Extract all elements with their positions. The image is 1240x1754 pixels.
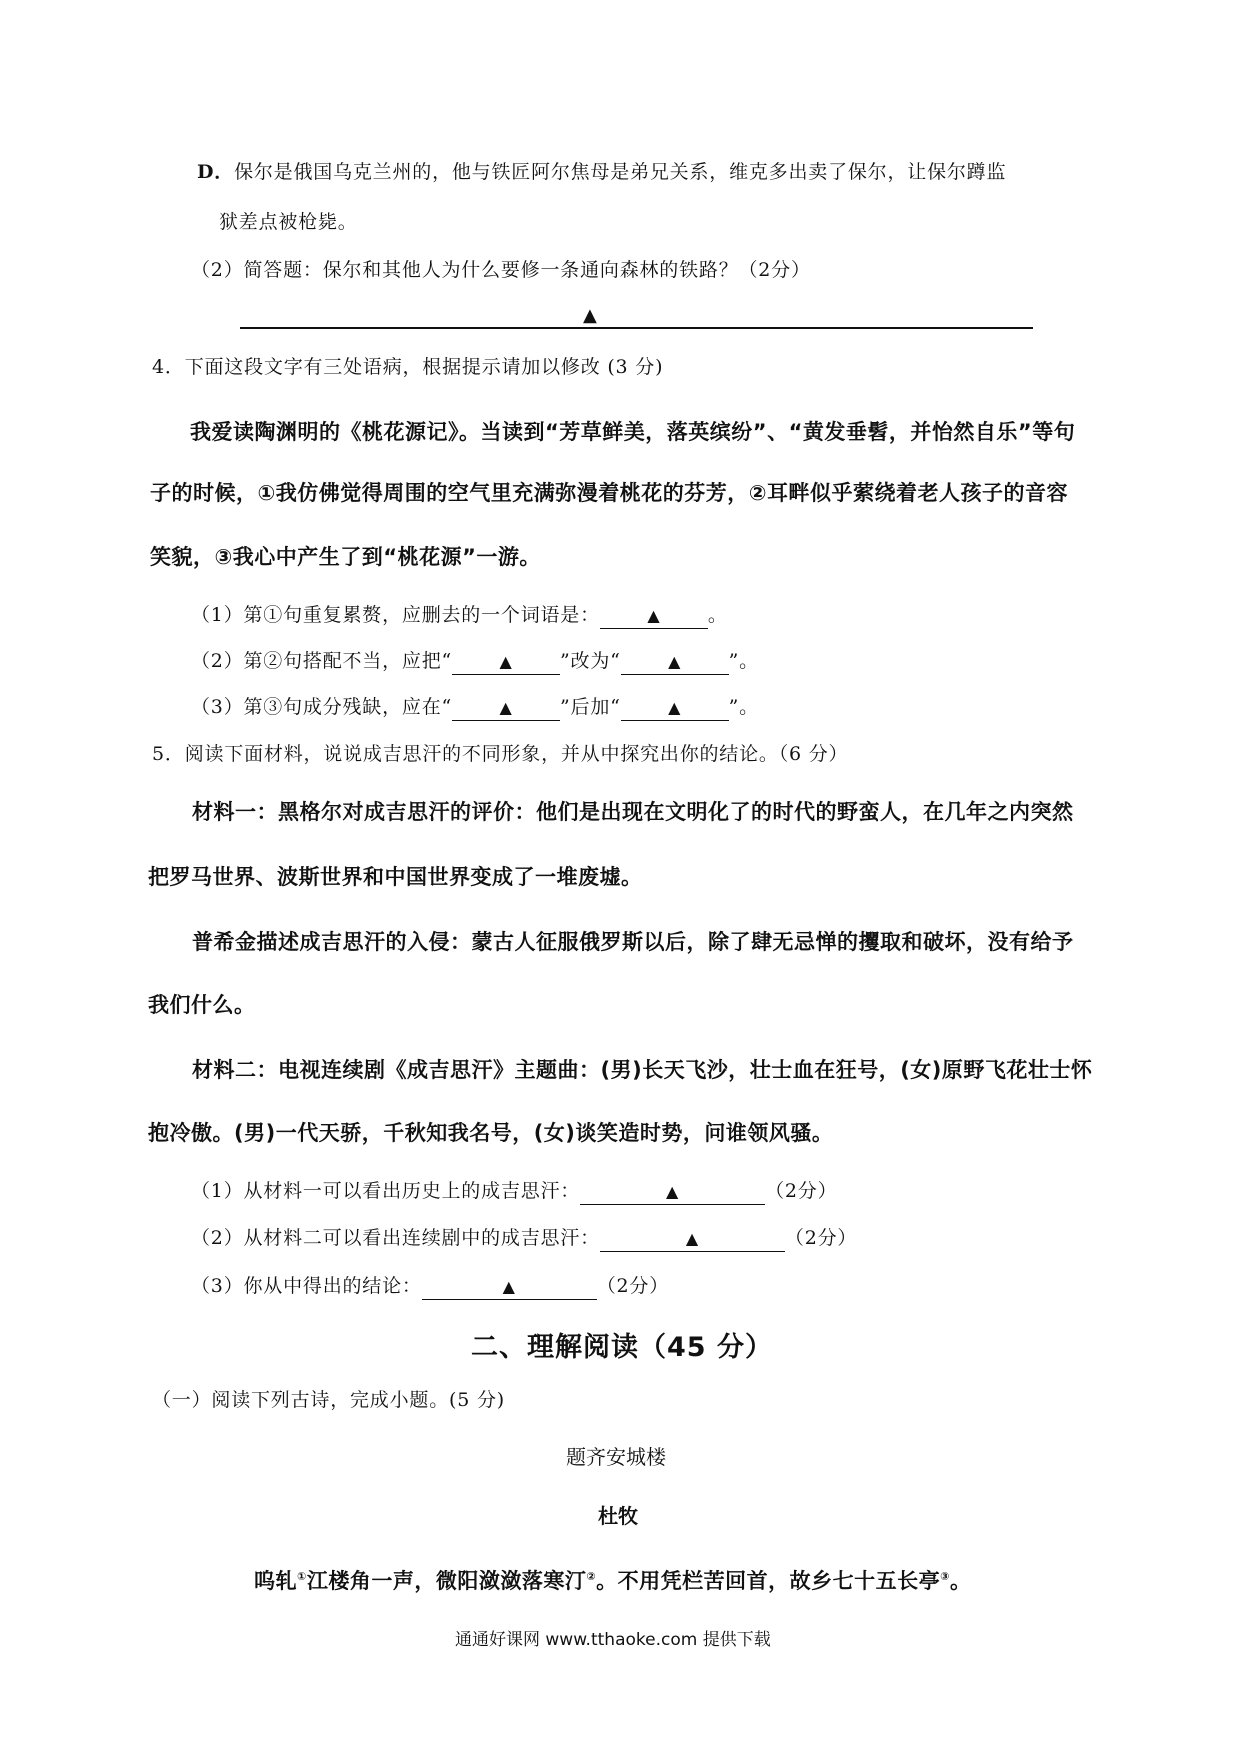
q4-sub3-mid: ”后加“ [560,696,621,718]
q5-material1-line4: 我们什么。 [148,993,256,1017]
q5-sub2-text: （2）从材料二可以看出连续剧中的成吉思汗： [191,1227,600,1249]
q4-sub2-blank2: ▲ [621,650,729,675]
q4-sub2-mid: ”改为“ [560,650,621,672]
q4-sub1-text: （1）第①句重复累赘，应删去的一个词语是： [191,604,600,626]
q4-sub1-end: 。 [707,604,728,626]
q5-material1-label: 材料一： [192,800,278,824]
q5-sub1-blank: ▲ [580,1180,765,1205]
poem-part-c: 。不用凭栏苦回首，故乡七十五长亭 [596,1569,941,1593]
q4-sub2-text: （2）第②句搭配不当，应把“ [191,650,453,672]
q5-material2-line2: 抱冷傲。(男)一代天骄，千秋知我名号，(女)谈笑造时势，问谁领风骚。 [148,1121,834,1145]
q4-passage-line2: 子的时候，①我仿佛觉得周围的空气里充满弥漫着桃花的芬芳，②耳畔似乎萦绕着老人孩子的音容 [150,481,1069,505]
q5-sub2-score: （2分） [784,1227,858,1249]
q4-sub2-blank1: ▲ [452,650,560,675]
q5-material2-text: 电视连续剧《成吉思汗》主题曲：(男)长天飞沙，壮士血在狂号，(女)原野飞花壮士怀 [278,1058,1093,1082]
option-d-line1 [197,157,1006,187]
poem-author: 杜牧 [598,1504,638,1528]
section2-heading: 二、理解阅读（45 分） [471,1332,773,1363]
footnote-3: ③ [940,1570,950,1583]
option-d-line2: 狱差点被枪毙。 [219,211,358,233]
q5-sub3 [191,1271,669,1301]
q5-material2-line1 [192,1055,1092,1085]
q4-sub2-end: ”。 [728,650,759,672]
q4-sub2 [191,646,759,676]
q5-prompt: 5．阅读下面材料，说说成吉思汗的不同形象，并从中探究出你的结论。（6 分） [152,743,849,765]
poem-text [254,1562,971,1596]
q5-sub1 [191,1176,837,1206]
poem-part-b: 江楼角一声，微阳潋潋落寒汀 [306,1569,587,1593]
q4-sub3-blank2: ▲ [621,696,729,721]
q5-sub3-blank: ▲ [422,1275,597,1300]
q4-prompt: 4．下面这段文字有三处语病，根据提示请加以修改 (3 分) [152,356,664,378]
q4-sub3-text: （3）第③句成分残缺，应在“ [191,696,453,718]
q5-sub1-score: （2分） [765,1180,838,1202]
q5-sub2-blank: ▲ [600,1227,785,1252]
q5-material1-text: 黑格尔对成吉思汗的评价：他们是出现在文明化了的时代的野蛮人，在几年之内突然 [278,800,1074,824]
poem-part-d: 。 [949,1569,972,1593]
q5-material1-line1 [192,797,1074,827]
q4-sub3-end: ”。 [728,696,759,718]
q5-material2-label: 材料二： [192,1058,278,1082]
q4-passage-line1: 我爱读陶渊明的《桃花源记》。当读到“芳草鲜美，落英缤纷”、“黄发垂髫，并怡然自乐”等句 [190,420,1076,444]
q4-sub3-blank1: ▲ [452,696,560,721]
footnote-1: ① [297,1570,307,1583]
answer-line [240,327,1033,329]
q5-sub2 [191,1223,857,1253]
option-d-label: D． [197,161,235,183]
q4-sub1 [191,600,728,630]
q5-sub3-score: （2分） [596,1275,669,1297]
q4-sub1-blank: ▲ [600,604,708,629]
answer-mark: ▲ [583,305,597,326]
poem-part-a: 呜轧 [254,1569,297,1593]
poem-title: 题齐安城楼 [566,1445,666,1469]
q3-2-prompt: （2）简答题：保尔和其他人为什么要修一条通向森林的铁路？（2分） [191,259,811,281]
q4-passage-line3: 笑貌，③我心中产生了到“桃花源”一游。 [150,545,541,569]
section2-part1: （一）阅读下列古诗，完成小题。(5 分) [152,1389,505,1411]
q5-sub1-text: （1）从材料一可以看出历史上的成吉思汗： [191,1180,581,1202]
q5-sub3-text: （3）你从中得出的结论： [191,1275,422,1297]
q5-material1-line2: 把罗马世界、波斯世界和中国世界变成了一堆废墟。 [148,865,643,889]
q5-material1-line3: 普希金描述成吉思汗的入侵：蒙古人征服俄罗斯以后，除了肆无忌惮的攫取和破坏，没有给予 [192,930,1074,954]
option-d-text: 保尔是俄国乌克兰州的，他与铁匠阿尔焦母是弟兄关系，维克多出卖了保尔，让保尔蹲监 [234,161,1007,183]
footnote-2: ② [586,1570,597,1583]
q4-sub3 [191,692,759,722]
footer-download-note: 通通好课网 www.tthaoke.com 提供下载 [455,1630,771,1650]
